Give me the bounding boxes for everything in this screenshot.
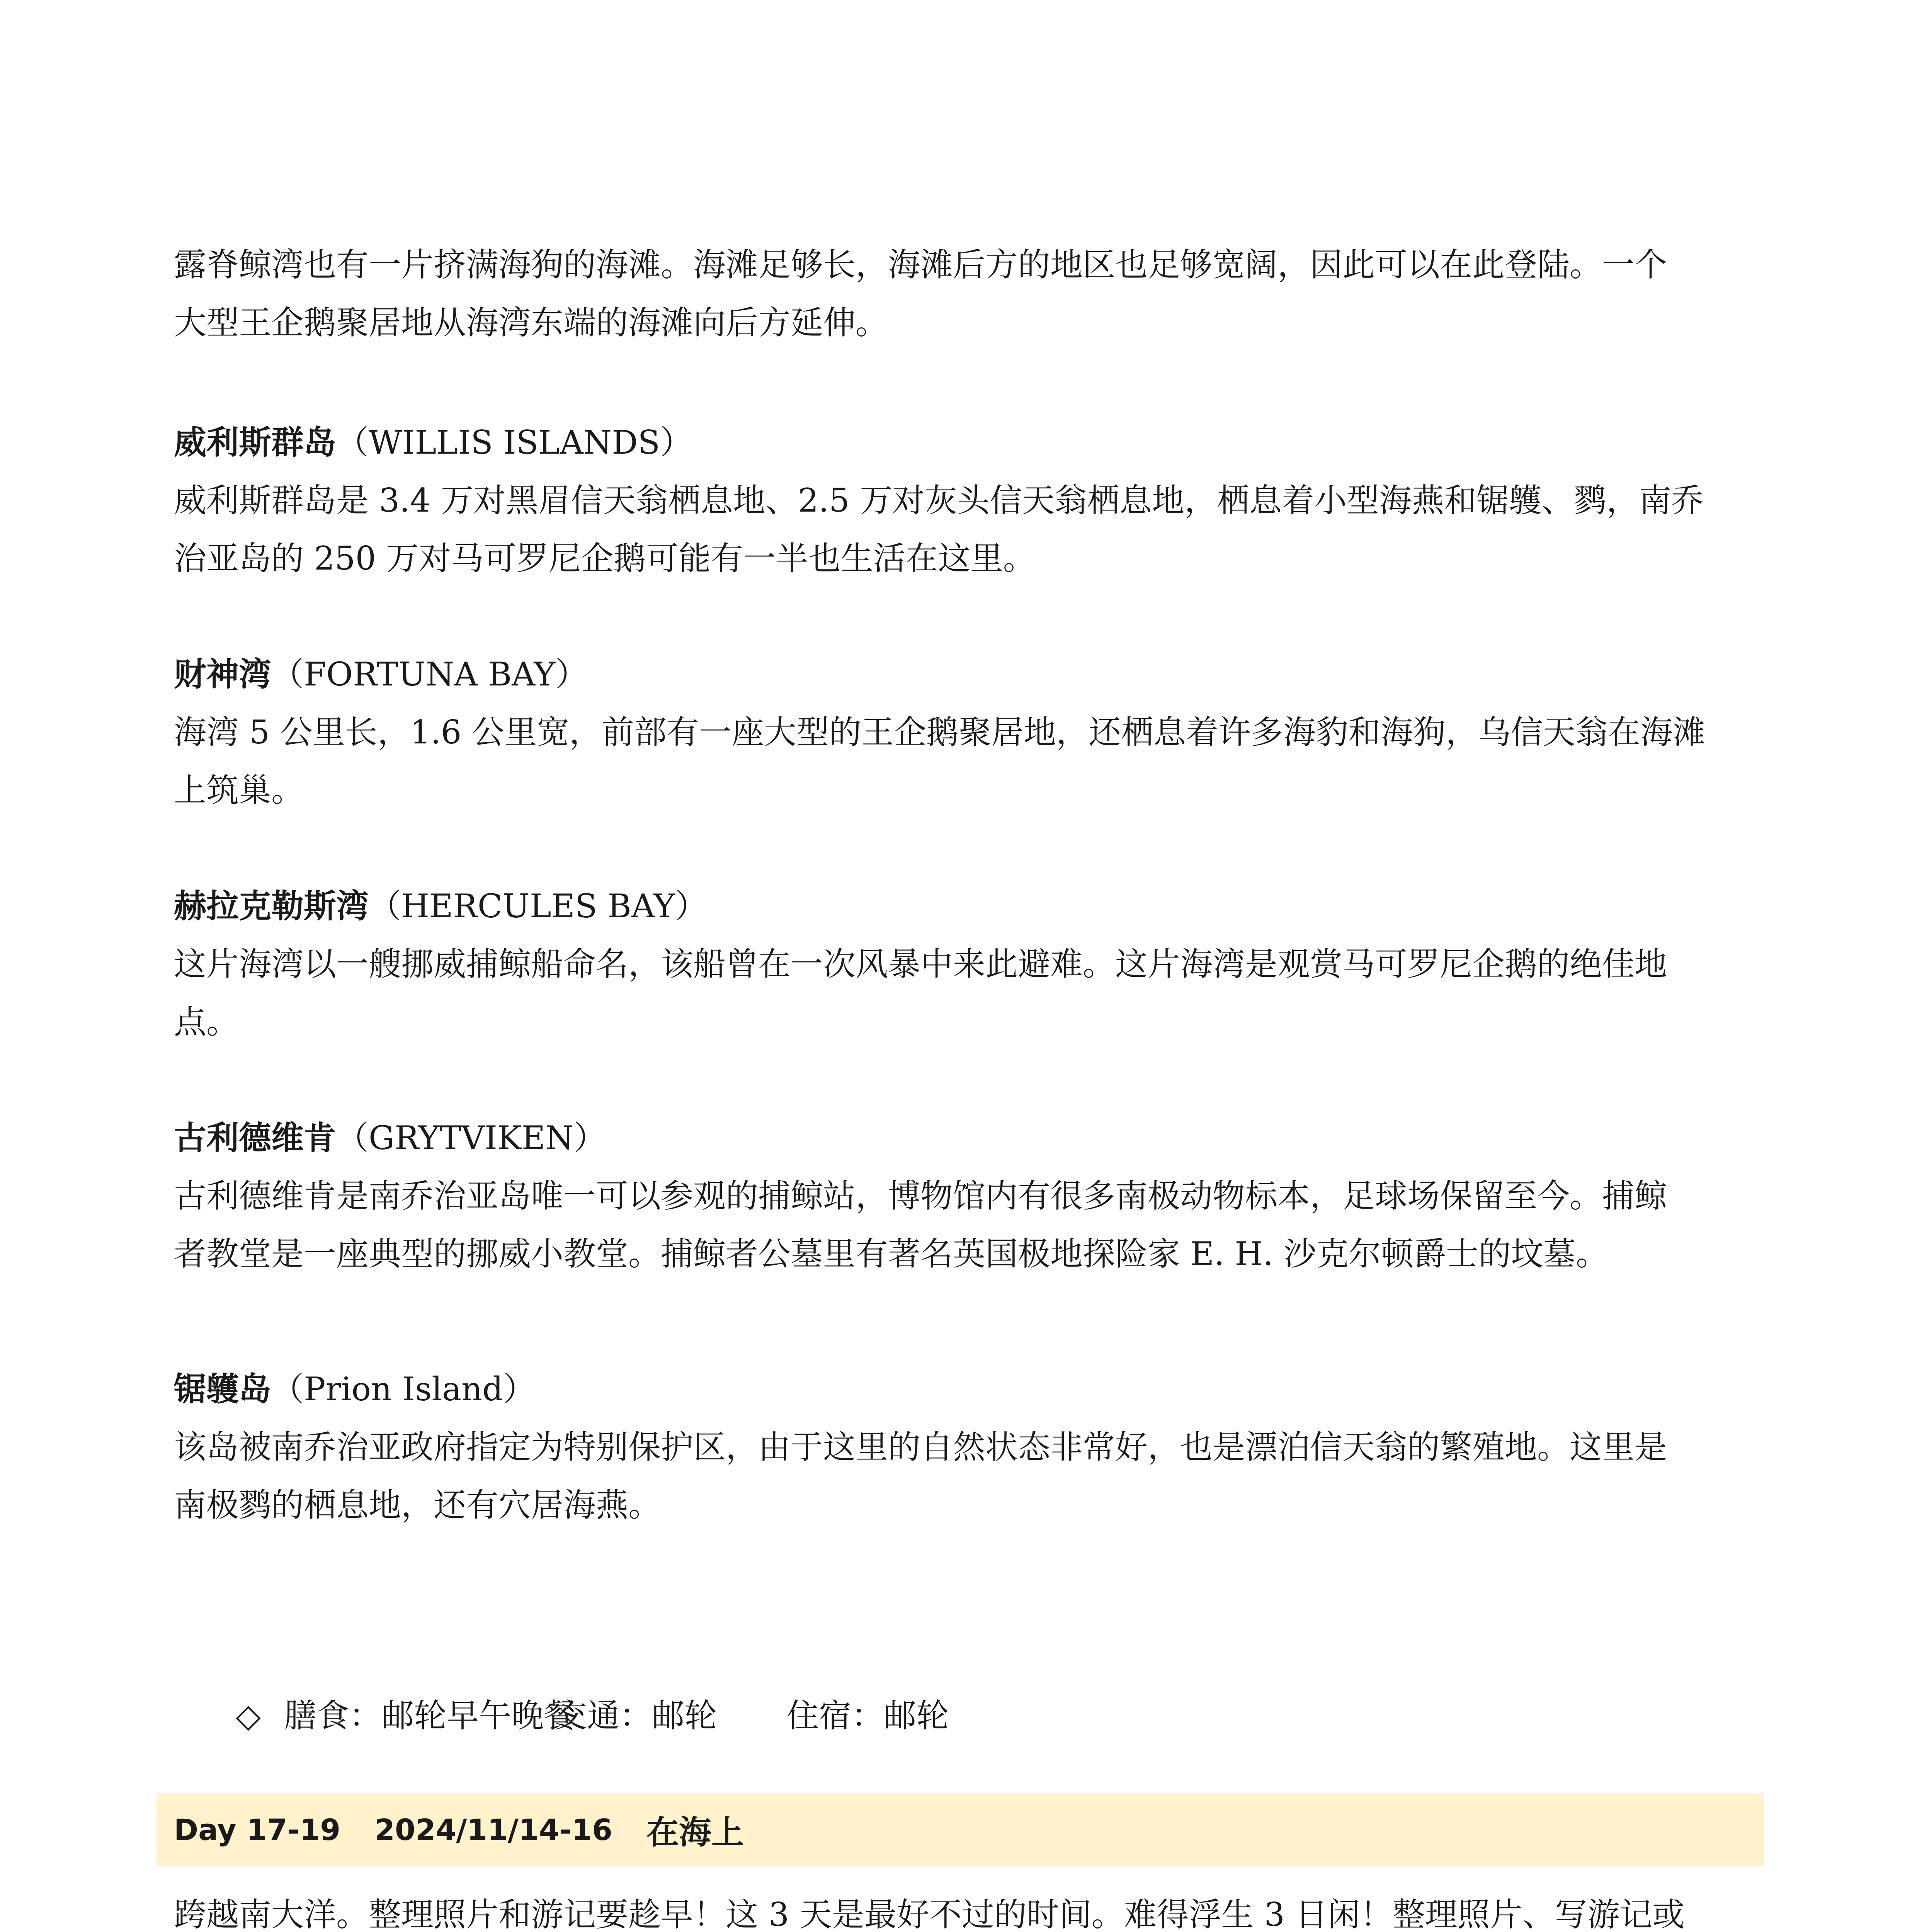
day-17-19-body [174,1886,1743,1932]
day-header-17-19 [156,1793,1764,1866]
section-grytviken [174,1109,1743,1283]
section-heading [174,413,1743,471]
paragraph-line: 该岛被南乔治亚政府指定为特别保护区，由于这里的自然状态非常好，也是漂泊信天翁的繁殖地。这里是 [174,1428,1667,1466]
section-willis-islands [174,413,1743,587]
paragraph-line: 跨越南大洋。整理照片和游记要趁早！这 3 天是最好不过的时间。难得浮生 3 日闲！整理照片、写游记或 [174,1896,1685,1932]
section-heading [174,1109,1743,1167]
stay-info: 住宿：邮轮 [786,1697,949,1735]
heading-cn: 威利斯群岛 [174,423,337,461]
paragraph-line: 这片海湾以一艘挪威捕鲸船命名，该船曾在一次风暴中来此避难。这片海湾是观赏马可罗尼企鹅的绝佳地 [174,945,1667,983]
section-heading [174,645,1743,703]
section-hercules-bay [174,877,1743,1051]
paragraph-line: 南极鹨的栖息地，还有穴居海燕。 [174,1486,661,1524]
heading-en: （WILLIS ISLANDS） [336,423,693,461]
heading-en: （GRYTVIKEN） [336,1119,606,1157]
meta-line [174,1629,1743,1803]
paragraph-line: 大型王企鹅聚居地从海湾东端的海滩向后方延伸。 [174,304,888,342]
paragraph-line: 古利德维肯是南乔治亚岛唯一可以参观的捕鲸站，博物馆内有很多南极动物标本，足球场保留至今。捕鲸 [174,1177,1667,1215]
paragraph-line: 海湾 5 公里长，1.6 公里宽，前部有一座大型的王企鹅聚居地，还栖息着许多海豹和海狗，乌信天翁在海滩 [174,713,1706,751]
paragraph-line: 者教堂是一座典型的挪威小教堂。捕鲸者公墓里有著名英国极地探险家 E. H. 沙克尔顿爵士的坟墓。 [174,1235,1609,1273]
paragraph-line: 点。 [174,1003,239,1041]
heading-cn: 古利德维肯 [174,1119,337,1157]
heading-cn: 锯鹱岛 [174,1370,272,1408]
paragraph-line: 露脊鲸湾也有一片挤满海狗的海滩。海滩足够长，海滩后方的地区也足够宽阔，因此可以在此登陆。一个 [174,246,1667,284]
paragraph-line: 上筑巢。 [174,771,304,809]
meals-info: 膳食：邮轮早午晚餐 [284,1697,577,1735]
day-date: 2024/11/14-16 [374,1812,612,1847]
section-fortuna-bay [174,645,1743,819]
day-title: 在海上 [646,1813,744,1851]
heading-cn: 财神湾 [174,655,272,693]
section-heading [174,877,1743,935]
diamond-icon: ◇ [236,1697,261,1735]
section-prion-island [174,1360,1743,1534]
paragraph-line: 威利斯群岛是 3.4 万对黑眉信天翁栖息地、2.5 万对灰头信天翁栖息地，栖息着小型海燕和锯鹱、鹨，南乔 [174,481,1704,519]
heading-cn: 赫拉克勒斯湾 [174,887,369,925]
paragraph-line: 治亚岛的 250 万对马可罗尼企鹅可能有一半也生活在这里。 [174,539,1036,577]
heading-en: （FORTUNA BAY） [271,655,588,693]
section-heading [174,1360,1743,1418]
day-number: Day 17-19 [174,1812,341,1847]
heading-en: （Prion Island） [271,1370,536,1408]
transport-info: 交通：邮轮 [555,1697,717,1735]
heading-en: （HERCULES BAY） [369,887,708,925]
intro-paragraph [174,236,1743,352]
